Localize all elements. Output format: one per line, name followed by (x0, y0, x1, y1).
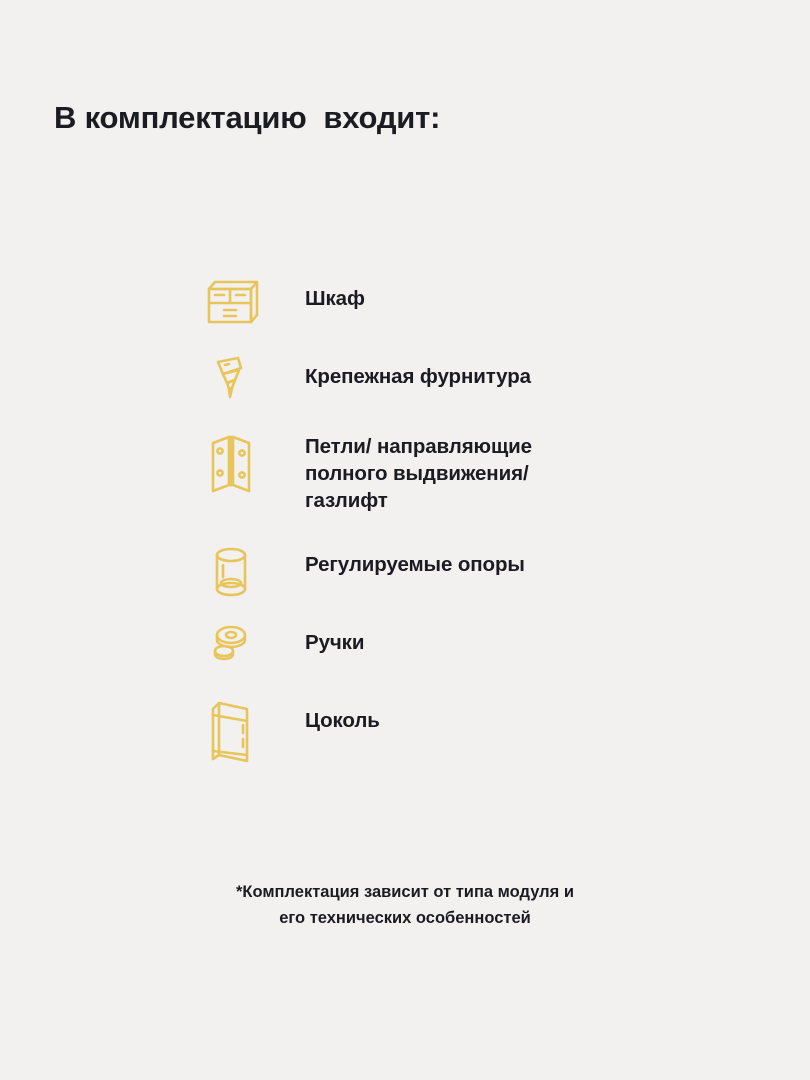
list-item (205, 275, 745, 343)
adjustable-foot-icon (205, 541, 305, 603)
footnote-line1: *Комплектация зависит от типа модуля и (235, 883, 575, 901)
page-title: В комплектацию входит: (54, 100, 441, 135)
list-item (205, 431, 745, 531)
list-item-label: Шкаф (305, 287, 365, 310)
list-item (205, 541, 745, 609)
list-item-label: Крепежная фурнитура (305, 365, 531, 388)
screw-icon (205, 353, 305, 405)
list-item-label-line2: полного выдвижения/ (305, 462, 529, 486)
list-item-label: Ручки (305, 631, 365, 654)
handle-icon (205, 619, 305, 667)
hinge-icon (205, 431, 305, 495)
plinth-icon (205, 697, 305, 765)
cabinet-icon (205, 275, 305, 327)
footnote (0, 880, 810, 931)
list-item-label: Цоколь (305, 709, 380, 732)
inclusions-list (205, 275, 745, 775)
list-item-label (305, 431, 532, 514)
list-item-label-line3: газлифт (305, 489, 388, 513)
list-item (205, 697, 745, 765)
footnote-line2: его технических особенностей (279, 908, 531, 927)
list-item-label-line1: Петли/ направляющие (305, 435, 532, 458)
list-item (205, 619, 745, 687)
list-item-label: Регулируемые опоры (305, 553, 525, 576)
list-item (205, 353, 745, 421)
